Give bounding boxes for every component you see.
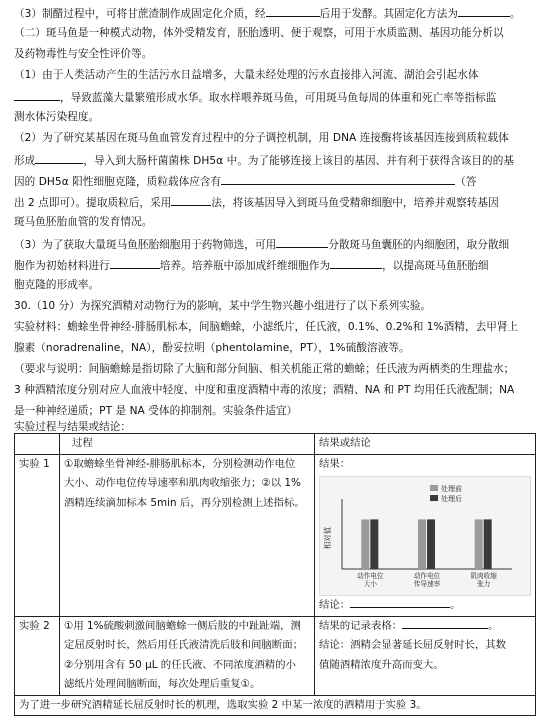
exp2-conclusion-cont: 值随酒精浓度升高而变大。 xyxy=(319,658,444,671)
q29-line8: 形成 ，导入到大肠杆菌菌株 DH5α 中。为了能够连接上该目的基因、并有利于获得含该目的的基 xyxy=(14,155,514,167)
q29-line9: 因的 DH5α 阳性细胞克隆，质粒载体应含有 （答 xyxy=(14,176,477,188)
q30-materials-cont: 腺素（noradrenaline，NA），酚妥拉明（phentolamine，PT），1%硫酸溶液等。 xyxy=(14,342,410,354)
q30-notes-2: 3 种酒精浓度分别对应人血液中轻度、中度和重度酒精中毒的浓度；酒精、NA 和 PT 均用任氏液配制；NA xyxy=(14,384,515,396)
answer-blank[interactable] xyxy=(350,597,450,608)
table-row-exp1 xyxy=(15,454,536,616)
header-empty xyxy=(15,434,60,455)
answer-blank[interactable] xyxy=(14,90,60,101)
x-tick-label: 动作电位 xyxy=(413,572,441,580)
answer-blank[interactable] xyxy=(266,6,320,17)
exp2-process xyxy=(60,616,315,695)
x-tick-label: 张力 xyxy=(477,580,491,588)
exp1-process xyxy=(60,454,315,616)
header-result: 结果或结论 xyxy=(315,434,536,455)
exp2-step1: ①用 1%硫酸刺激间脑蟾蜍一侧后肢的中趾趾端，测 xyxy=(64,619,301,632)
answer-blank[interactable] xyxy=(276,237,328,248)
y-axis-label: 相对值 xyxy=(323,526,332,550)
q29-line4: （1）由于人类活动产生的生活污水日益增多，大量未经处理的污水直接排入河流、湖泊会引起水体 xyxy=(14,69,479,81)
exp2-result xyxy=(315,616,536,695)
q30-notes-1: （要求与说明：间脑蟾蜍是指切除了大脑和部分间脑、相关机能正常的蟾蜍；任氏液为两栖类的生理盐水； xyxy=(14,363,515,375)
bar-before-0 xyxy=(361,519,369,569)
q29-line5: ，导致蓝藻大量繁殖形成水华。取水样喂养斑马鱼，可用斑马鱼每周的体重和死亡率等指标监 xyxy=(14,90,536,104)
legend-swatch-after xyxy=(430,495,438,501)
exp1-step1-cont: 大小、动作电位传导速率和肌肉收缩张力；②以 1% xyxy=(64,477,301,489)
bar-after-1 xyxy=(427,519,435,569)
q30-process-label: 实验过程与结果或结论： xyxy=(14,421,132,433)
exp1-label: 实验 1 xyxy=(15,454,60,616)
x-tick-label: 传导速率 xyxy=(413,580,441,588)
x-tick-label: 动作电位 xyxy=(357,572,384,580)
bar-before-1 xyxy=(418,519,426,569)
exp1-step2: 酒精连续滴加标本 5min 后，再分别检测上述指标。 xyxy=(64,496,305,509)
q29-line6: 测水体污染程度。 xyxy=(14,111,100,123)
bar-after-0 xyxy=(370,519,378,569)
exp1-chart xyxy=(319,476,531,596)
answer-blank[interactable] xyxy=(402,618,488,629)
answer-blank[interactable] xyxy=(110,258,160,269)
q29-line2: （二）斑马鱼是一种模式动物，体外受精发育，胚胎透明、便于观察，可用于水质监测、基因功能分析以 xyxy=(14,27,504,39)
q29-line14: 胞克隆的形成率。 xyxy=(14,279,100,291)
q29-line1: （3）制醋过程中，可将甘蔗渣制作成固定化介质，经 后用于发酵。其固定化方法为 。 xyxy=(14,8,521,20)
table-footer: 为了进一步研究酒精延长屈反射时长的机理，选取实验 2 中某一浓度的酒精用于实验 3。 xyxy=(15,695,536,716)
q29-line7: （2）为了研究某基因在斑马鱼血管发育过程中的分子调控机制，用 DNA 连接酶将该基因连接到质粒载体 xyxy=(14,132,509,144)
experiment-table xyxy=(14,433,536,716)
answer-blank[interactable] xyxy=(330,258,382,269)
q29-line12: （3）为了获取大量斑马鱼胚胎细胞用于药物筛选，可用 分散斑马鱼囊胚的内细胞团，取分散细 xyxy=(14,239,510,251)
answer-blank[interactable] xyxy=(171,195,211,206)
q30-title: 30.（10 分）为探究酒精对动物行为的影响，某中学生物兴趣小组进行了以下系列实验。 xyxy=(14,300,432,312)
answer-blank[interactable] xyxy=(35,153,83,164)
q29-line11: 斑马鱼胚胎血管的发育情况。 xyxy=(14,216,153,228)
answer-blank[interactable] xyxy=(458,6,510,17)
table-row-exp2 xyxy=(15,616,536,695)
exp1-step1: ①取蟾蜍坐骨神经-腓肠肌标本，分别检测动作电位 xyxy=(64,457,296,470)
bar-before-2 xyxy=(475,519,483,569)
x-tick-label: 大小 xyxy=(363,580,377,588)
bar-chart xyxy=(320,477,520,595)
exp2-label: 实验 2 xyxy=(15,616,60,695)
header-process: 过程 xyxy=(60,434,315,455)
q30-materials: 实验材料：蟾蜍坐骨神经-腓肠肌标本，间脑蟾蜍，小滤纸片，任氏液，0.1%、0.2%和 1%酒精，去甲肾上 xyxy=(14,321,519,333)
exp1-result xyxy=(315,454,536,616)
table-header-row xyxy=(15,434,536,455)
q29-line13: 胞作为初始材料进行 培养。培养瓶中添加成纤维细胞作为 ，以提高斑马鱼胚胎细 xyxy=(14,260,489,272)
exp1-conclusion: 结论： 。 xyxy=(319,599,461,611)
bar-after-2 xyxy=(484,519,492,569)
exp2-step2: ②分别用含有 50 μL 的任氏液、不同浓度酒精的小 xyxy=(64,658,296,671)
q29-line3: 及药物毒性与安全性评价等。 xyxy=(14,48,153,60)
answer-blank[interactable] xyxy=(221,174,455,185)
legend-label-after: 处理后 xyxy=(441,495,462,503)
q30-notes-3: 是一种神经递质；PT 是 NA 受体的抑制剂。实验条件适宜） xyxy=(14,405,298,417)
table-footer-row xyxy=(15,695,536,716)
x-tick-label: 肌肉收缩 xyxy=(470,572,497,580)
legend-swatch-before xyxy=(430,485,438,491)
exp2-record-table: 结果的记录表格： 。 xyxy=(319,619,499,632)
exp2-conclusion: 结论：酒精会显著延长屈反射时长，其数 xyxy=(319,639,507,651)
exp2-step1-cont: 定屈反射时长，然后用任氏液清洗后肢和间脑断面； xyxy=(64,639,303,651)
legend-label-before: 处理前 xyxy=(441,485,462,493)
exp1-result-label: 结果： xyxy=(319,457,351,470)
exp2-step2-cont: 滤纸片处理间脑断面，每次处理后重复①。 xyxy=(64,678,261,690)
q29-line10: 出 2 点即可）。提取质粒后，采用 法，将该基因导入到斑马鱼受精卵细胞中，培养并观察转基因 xyxy=(14,197,499,209)
